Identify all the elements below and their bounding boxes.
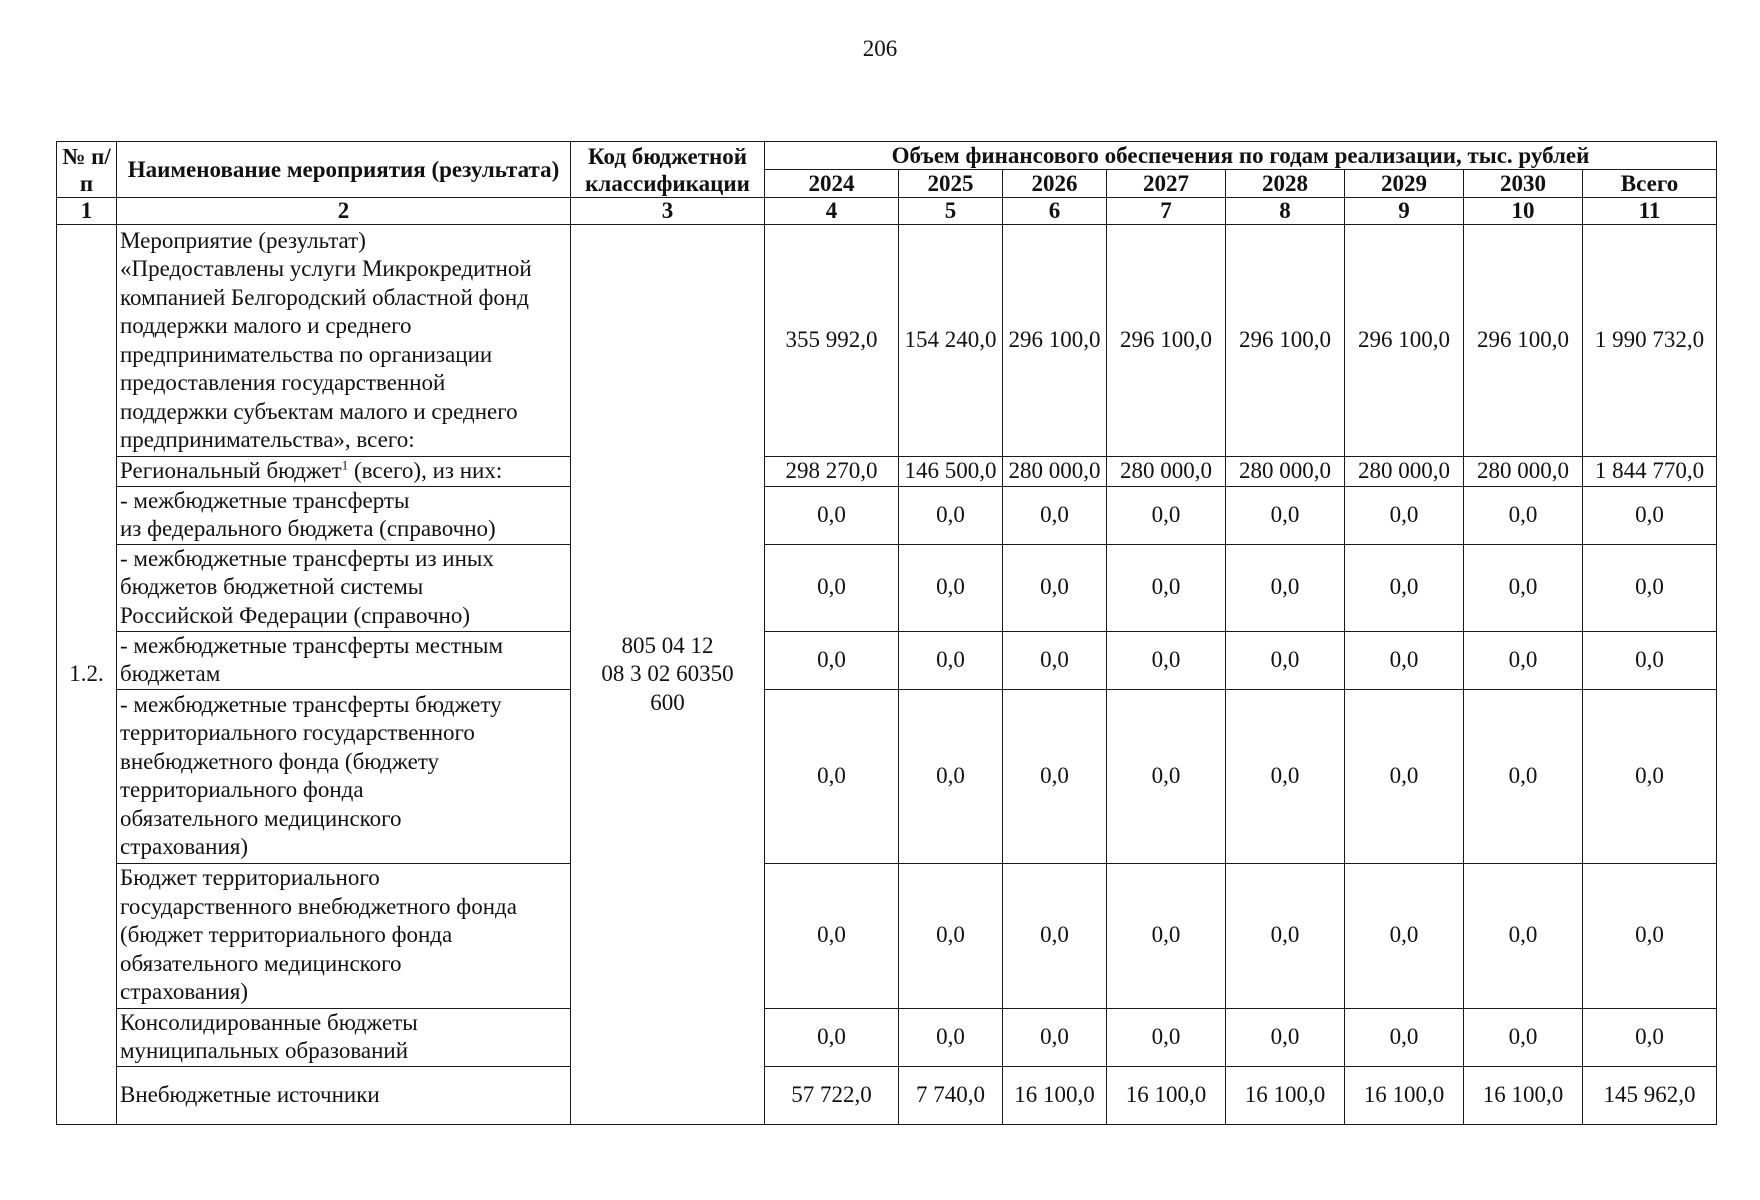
table-row-federal-transfers xyxy=(57,486,1717,544)
value-cell: 0,0 xyxy=(1345,689,1464,863)
row-name-line: территориального государственного xyxy=(120,720,475,745)
value-cell: 0,0 xyxy=(899,631,1003,689)
row-name-line: обязательного медицинского xyxy=(120,805,402,831)
row-name xyxy=(117,1066,571,1124)
row-name-line: из федерального бюджета (справочно) xyxy=(120,516,496,541)
value-cell: 0,0 xyxy=(899,863,1003,1008)
value-cell: 296 100,0 xyxy=(1226,225,1345,457)
value-cell: 0,0 xyxy=(1464,1008,1583,1066)
value-cell: 298 270,0 xyxy=(765,457,899,487)
row-name-line: Бюджет территориального xyxy=(120,865,380,891)
value-cell: 0,0 xyxy=(1226,1008,1345,1066)
row-name-line: предпринимательства», всего: xyxy=(120,427,415,452)
column-number: 3 xyxy=(571,198,765,225)
header-year: 2025 xyxy=(899,170,1003,198)
value-cell: 0,0 xyxy=(1107,486,1226,544)
value-cell: 0,0 xyxy=(1107,689,1226,863)
header-column-numbers xyxy=(57,198,1717,225)
value-cell: 16 100,0 xyxy=(1226,1066,1345,1124)
value-cell: 0,0 xyxy=(1345,1008,1464,1066)
row-name xyxy=(117,544,571,631)
row-name-line: бюджетам xyxy=(120,661,221,686)
header-year: 2027 xyxy=(1107,170,1226,198)
table-row-fund-transfers xyxy=(57,689,1717,863)
value-cell: 0,0 xyxy=(765,544,899,631)
table-row-fund-budget xyxy=(57,863,1717,1008)
value-cell: 0,0 xyxy=(1003,1008,1107,1066)
value-cell: 0,0 xyxy=(765,689,899,863)
value-cell-total: 0,0 xyxy=(1583,1008,1717,1066)
value-cell: 0,0 xyxy=(1345,863,1464,1008)
value-cell: 0,0 xyxy=(765,631,899,689)
row-name-line: Консолидированные бюджеты xyxy=(120,1009,418,1035)
budget-code xyxy=(571,225,765,1125)
value-cell-total: 0,0 xyxy=(1583,544,1717,631)
row-name-text: (всего), из них: xyxy=(348,458,503,483)
value-cell-total: 0,0 xyxy=(1583,631,1717,689)
value-cell: 0,0 xyxy=(1226,863,1345,1008)
table-row-municipal xyxy=(57,1008,1717,1066)
row-name-line: - межбюджетные трансферты местным xyxy=(120,632,504,658)
row-name-line: - межбюджетные трансферты бюджету xyxy=(120,691,502,717)
value-cell-total: 145 962,0 xyxy=(1583,1066,1717,1124)
column-number: 8 xyxy=(1226,198,1345,225)
row-name-line: внебюджетного фонда (бюджету xyxy=(120,748,440,774)
row-name xyxy=(117,486,571,544)
header-year: 2030 xyxy=(1464,170,1583,198)
value-cell-total: 0,0 xyxy=(1583,486,1717,544)
value-cell: 0,0 xyxy=(1107,544,1226,631)
header-year: 2028 xyxy=(1226,170,1345,198)
funding-table xyxy=(56,141,1717,1125)
value-cell: 0,0 xyxy=(1345,544,1464,631)
value-cell: 280 000,0 xyxy=(1464,457,1583,487)
value-cell: 16 100,0 xyxy=(1003,1066,1107,1124)
row-name-text: Региональный бюджет xyxy=(120,458,342,483)
value-cell: 0,0 xyxy=(1464,486,1583,544)
column-number: 5 xyxy=(899,198,1003,225)
value-cell: 0,0 xyxy=(1003,486,1107,544)
row-name xyxy=(117,863,571,1008)
footnote-mark: 1 xyxy=(341,457,349,473)
value-cell: 57 722,0 xyxy=(765,1066,899,1124)
value-cell: 16 100,0 xyxy=(1345,1066,1464,1124)
budget-code-line: 08 3 02 60350 xyxy=(601,661,734,686)
row-name-line: бюджетов бюджетной системы xyxy=(120,574,424,600)
header-year: 2024 xyxy=(765,170,899,198)
value-cell: 296 100,0 xyxy=(1464,225,1583,457)
column-number: 11 xyxy=(1583,198,1717,225)
header-total: Всего xyxy=(1583,170,1717,198)
value-cell: 0,0 xyxy=(1003,863,1107,1008)
value-cell: 0,0 xyxy=(1226,544,1345,631)
value-cell-total: 0,0 xyxy=(1583,689,1717,863)
value-cell: 0,0 xyxy=(899,1008,1003,1066)
row-name-line: государственного внебюджетного фонда xyxy=(120,893,517,919)
row-name-line: - межбюджетные трансферты xyxy=(120,487,410,513)
table-row-extrabudgetary xyxy=(57,1066,1717,1124)
row-name-line: Мероприятие (результат) xyxy=(120,227,366,253)
header-name: Наименование мероприятия (результата) xyxy=(117,142,571,198)
value-cell: 0,0 xyxy=(899,486,1003,544)
value-cell: 0,0 xyxy=(765,1008,899,1066)
row-name-line: территориального фонда xyxy=(120,777,364,802)
column-number: 6 xyxy=(1003,198,1107,225)
value-cell: 0,0 xyxy=(1226,631,1345,689)
value-cell: 296 100,0 xyxy=(1345,225,1464,457)
value-cell: 0,0 xyxy=(1464,863,1583,1008)
value-cell: 0,0 xyxy=(1345,631,1464,689)
table-row-measure xyxy=(57,225,1717,457)
row-name xyxy=(117,631,571,689)
row-name-line: предпринимательства по организации xyxy=(120,341,493,367)
row-name-line: Российской Федерации (справочно) xyxy=(120,602,470,628)
value-cell: 0,0 xyxy=(1003,689,1107,863)
row-name xyxy=(117,457,571,487)
column-number: 4 xyxy=(765,198,899,225)
header-year: 2026 xyxy=(1003,170,1107,198)
row-name-line: компанией Белгородский областной фонд xyxy=(120,284,529,310)
column-number: 9 xyxy=(1345,198,1464,225)
value-cell-total: 1 844 770,0 xyxy=(1583,457,1717,487)
budget-code-line: 600 xyxy=(650,689,685,715)
table-row-local-transfers xyxy=(57,631,1717,689)
row-name xyxy=(117,689,571,863)
value-cell: 280 000,0 xyxy=(1107,457,1226,487)
row-name-line: поддержки субъектам малого и среднего xyxy=(120,398,518,424)
value-cell: 0,0 xyxy=(899,689,1003,863)
table-row-regional xyxy=(57,457,1717,487)
row-name-line: «Предоставлены услуги Микрокредитной xyxy=(120,256,532,281)
value-cell: 16 100,0 xyxy=(1107,1066,1226,1124)
row-name-line: страхования) xyxy=(120,979,248,1005)
value-cell: 16 100,0 xyxy=(1464,1066,1583,1124)
value-cell: 0,0 xyxy=(765,863,899,1008)
value-cell-total: 0,0 xyxy=(1583,863,1717,1008)
value-cell: 355 992,0 xyxy=(765,225,899,457)
value-cell: 0,0 xyxy=(1464,544,1583,631)
row-name-line: страхования) xyxy=(120,834,248,859)
value-cell: 0,0 xyxy=(1226,486,1345,544)
header-num: № п/п xyxy=(57,142,117,198)
header-year: 2029 xyxy=(1345,170,1464,198)
value-cell: 0,0 xyxy=(1345,486,1464,544)
column-number: 1 xyxy=(57,198,117,225)
value-cell: 0,0 xyxy=(765,486,899,544)
value-cell: 0,0 xyxy=(899,544,1003,631)
value-cell: 280 000,0 xyxy=(1003,457,1107,487)
header-code: Код бюджетной классификации xyxy=(571,142,765,198)
value-cell: 0,0 xyxy=(1003,631,1107,689)
page-number: 206 xyxy=(862,36,898,61)
row-name-line: предоставления государственной xyxy=(120,370,446,395)
column-number: 10 xyxy=(1464,198,1583,225)
row-name xyxy=(117,225,571,457)
value-cell: 154 240,0 xyxy=(899,225,1003,457)
value-cell: 296 100,0 xyxy=(1003,225,1107,457)
row-name-line: Внебюджетные источники xyxy=(120,1081,380,1107)
value-cell: 280 000,0 xyxy=(1226,457,1345,487)
value-cell: 280 000,0 xyxy=(1345,457,1464,487)
header-funding: Объем финансового обеспечения по годам реализации, тыс. рублей xyxy=(765,142,1717,170)
budget-code-line: 805 04 12 xyxy=(621,632,714,658)
table-row-other-transfers xyxy=(57,544,1717,631)
row-name-line: муниципальных образований xyxy=(120,1038,409,1063)
value-cell: 0,0 xyxy=(1107,631,1226,689)
item-number: 1.2. xyxy=(57,225,117,1125)
header-row-1 xyxy=(57,142,1717,170)
value-cell-total: 1 990 732,0 xyxy=(1583,225,1717,457)
value-cell: 0,0 xyxy=(1003,544,1107,631)
value-cell: 0,0 xyxy=(1464,631,1583,689)
value-cell: 0,0 xyxy=(1107,863,1226,1008)
value-cell: 0,0 xyxy=(1226,689,1345,863)
row-name-line: - межбюджетные трансферты из иных xyxy=(120,545,494,571)
row-name xyxy=(117,1008,571,1066)
value-cell: 146 500,0 xyxy=(899,457,1003,487)
value-cell: 296 100,0 xyxy=(1107,225,1226,457)
row-name-line: обязательного медицинского xyxy=(120,950,402,976)
value-cell: 0,0 xyxy=(1464,689,1583,863)
column-number: 7 xyxy=(1107,198,1226,225)
value-cell: 7 740,0 xyxy=(899,1066,1003,1124)
column-number: 2 xyxy=(117,198,571,225)
value-cell: 0,0 xyxy=(1107,1008,1226,1066)
row-name-line: поддержки малого и среднего xyxy=(120,313,412,338)
row-name-line: (бюджет территориального фонда xyxy=(120,922,453,948)
